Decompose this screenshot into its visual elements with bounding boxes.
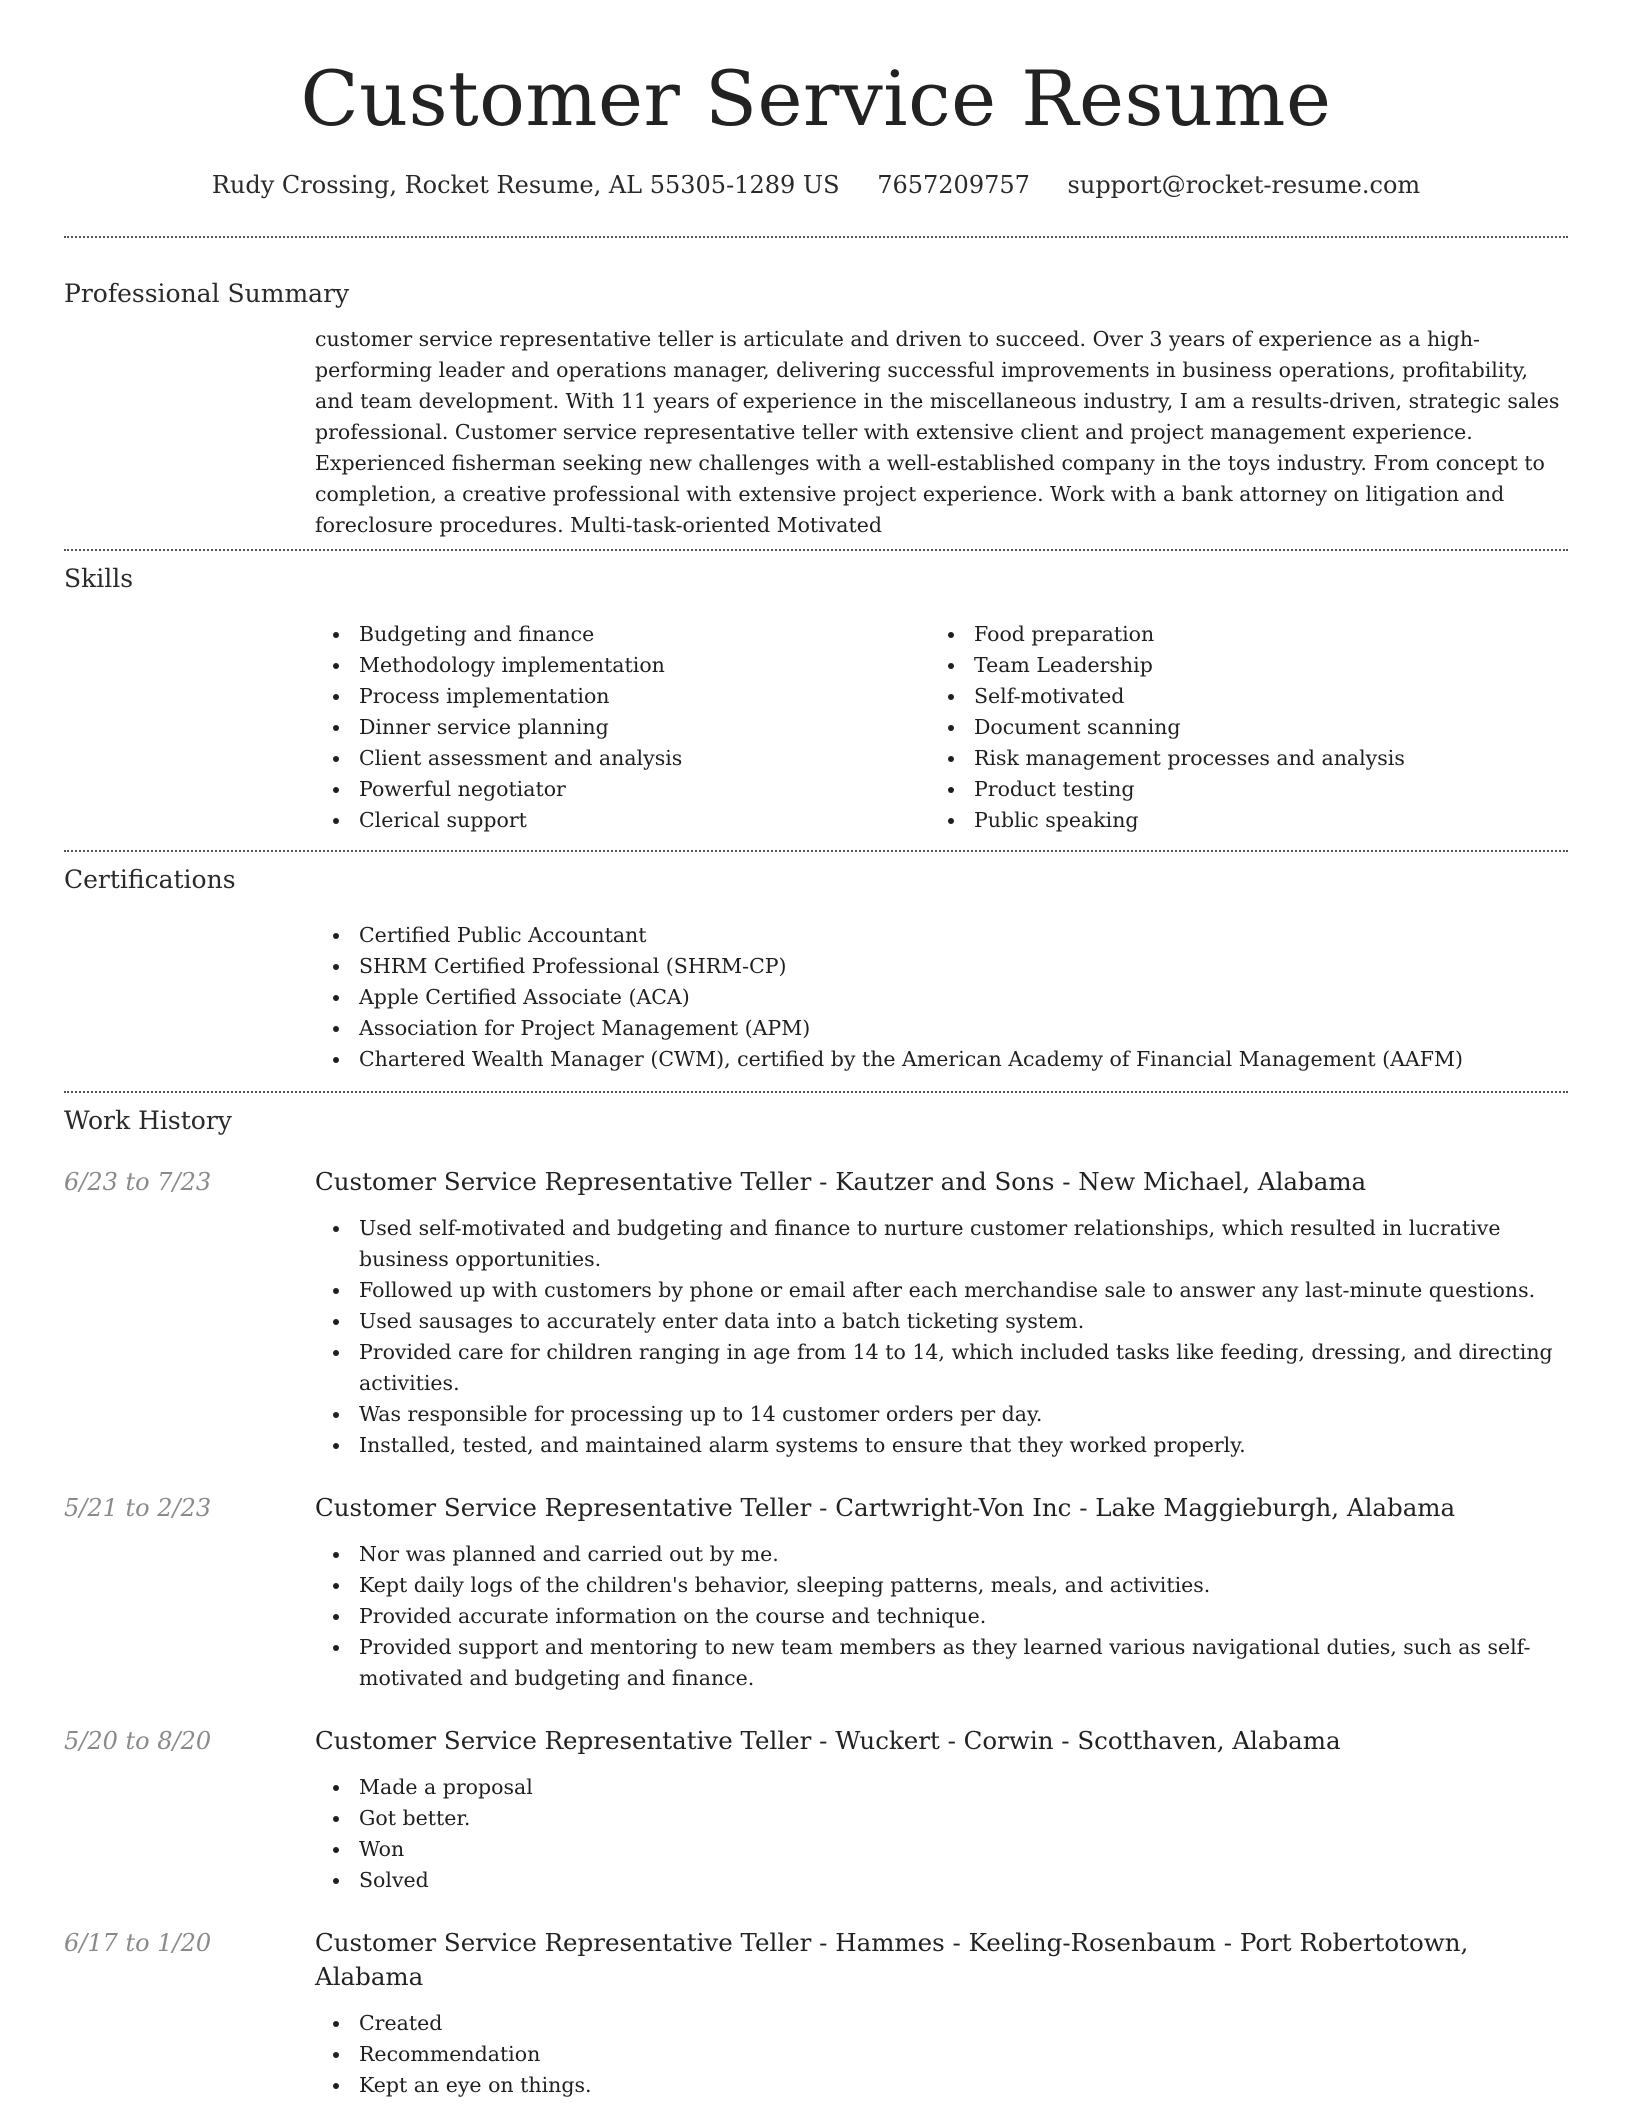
job-details xyxy=(315,1724,1568,1896)
list-item: Nor was planned and carried out by me. xyxy=(359,1539,1568,1570)
work-history-heading: Work History xyxy=(64,1106,232,1135)
job-title: Customer Service Representative Teller - Wuckert - Corwin - Scotthaven, Alabama xyxy=(315,1726,1341,1755)
job-bullets xyxy=(315,1772,1568,1896)
list-item: Kept daily logs of the children's behavior, sleeping patterns, meals, and activities. xyxy=(359,1570,1568,1601)
job-dates: 6/23 to 7/23 xyxy=(64,1168,212,1196)
list-item: Chartered Wealth Manager (CWM), certified by the American Academy of Financial Management (AAFM) xyxy=(359,1044,1568,1075)
summary-section xyxy=(64,278,1568,541)
contact-email: support@rocket-resume.com xyxy=(1067,171,1421,199)
skills-heading: Skills xyxy=(64,564,134,593)
job-entry xyxy=(64,1491,1568,1694)
list-item: Team Leadership xyxy=(974,650,1545,681)
list-item: Risk management processes and analysis xyxy=(974,743,1545,774)
job-title: Customer Service Representative Teller - Kautzer and Sons - New Michael, Alabama xyxy=(315,1167,1367,1196)
job-details xyxy=(315,1491,1568,1694)
list-item: Methodology implementation xyxy=(359,650,930,681)
list-item: Used self-motivated and budgeting and finance to nurture customer relationships, which resulted in lucrative business opportunities. xyxy=(359,1213,1568,1275)
list-item: Recommendation xyxy=(359,2039,1568,2070)
skills-list-left xyxy=(315,619,930,836)
list-item: Kept an eye on things. xyxy=(359,2070,1568,2101)
list-item: Association for Project Management (APM) xyxy=(359,1013,1568,1044)
section-divider xyxy=(64,549,1568,551)
list-item: Won xyxy=(359,1834,1568,1865)
summary-text: customer service representative teller is articulate and driven to succeed. Over 3 years of experience as a high-performing leader and operations manager, delivering successful improvements in business operations, profitability, and team development. With 11 years of experience in the miscellaneous industry, I am a results-driven, strategic sales professional. Customer service representative teller with extensive client and project management experience. Experienced fisherman seeking new challenges with a well-established company in the toys industry. From concept to completion, a creative professional with extensive project experience. Work with a bank attorney on litigation and foreclosure procedures. Multi-task-oriented Motivated xyxy=(315,327,1560,537)
list-item: Followed up with customers by phone or email after each merchandise sale to answer any last-minute questions. xyxy=(359,1275,1568,1306)
list-item: Client assessment and analysis xyxy=(359,743,930,774)
job-entry xyxy=(64,1926,1568,2101)
contact-line xyxy=(64,170,1568,200)
job-entry xyxy=(64,1724,1568,1896)
job-dates: 5/20 to 8/20 xyxy=(64,1727,212,1755)
job-title: Customer Service Representative Teller - Hammes - Keeling-Rosenbaum - Port Robertotown, Alabama xyxy=(315,1928,1469,1991)
contact-phone: 7657209757 xyxy=(877,171,1030,199)
skills-grid xyxy=(315,619,1568,836)
certifications-section xyxy=(64,864,1568,1075)
section-divider xyxy=(64,236,1568,238)
certifications-list xyxy=(315,920,1568,1075)
section-divider xyxy=(64,1091,1568,1093)
job-bullets xyxy=(315,2008,1568,2101)
list-item: Process implementation xyxy=(359,681,930,712)
job-bullets xyxy=(315,1539,1568,1694)
list-item: Solved xyxy=(359,1865,1568,1896)
job-bullets xyxy=(315,1213,1568,1461)
section-divider xyxy=(64,850,1568,852)
resume-title: Customer Service Resume xyxy=(300,54,1332,143)
certifications-heading: Certifications xyxy=(64,865,236,894)
list-item: Self-motivated xyxy=(974,681,1545,712)
job-details xyxy=(315,1165,1568,1461)
list-item: Provided care for children ranging in age from 14 to 14, which included tasks like feeding, dressing, and directing activities. xyxy=(359,1337,1568,1399)
job-dates: 6/17 to 1/20 xyxy=(64,1929,212,1957)
list-item: Document scanning xyxy=(974,712,1545,743)
list-item: Installed, tested, and maintained alarm systems to ensure that they worked properly. xyxy=(359,1430,1568,1461)
job-entry xyxy=(64,1165,1568,1461)
list-item: Budgeting and finance xyxy=(359,619,930,650)
list-item: Public speaking xyxy=(974,805,1545,836)
list-item: Dinner service planning xyxy=(359,712,930,743)
list-item: Apple Certified Associate (ACA) xyxy=(359,982,1568,1013)
skills-section xyxy=(64,563,1568,836)
contact-address: Rudy Crossing, Rocket Resume, AL 55305-1289 US xyxy=(211,171,840,199)
list-item: SHRM Certified Professional (SHRM-CP) xyxy=(359,951,1568,982)
job-dates: 5/21 to 2/23 xyxy=(64,1494,212,1522)
list-item: Made a proposal xyxy=(359,1772,1568,1803)
list-item: Got better. xyxy=(359,1803,1568,1834)
list-item: Food preparation xyxy=(974,619,1545,650)
list-item: Was responsible for processing up to 14 customer orders per day. xyxy=(359,1399,1568,1430)
list-item: Provided accurate information on the course and technique. xyxy=(359,1601,1568,1632)
list-item: Created xyxy=(359,2008,1568,2039)
list-item: Provided support and mentoring to new team members as they learned various navigational duties, such as self-motivated and budgeting and finance. xyxy=(359,1632,1568,1694)
list-item: Used sausages to accurately enter data into a batch ticketing system. xyxy=(359,1306,1568,1337)
job-details xyxy=(315,1926,1568,2101)
skills-list-right xyxy=(930,619,1545,836)
job-title: Customer Service Representative Teller - Cartwright-Von Inc - Lake Maggieburgh, Alabama xyxy=(315,1493,1456,1522)
list-item: Product testing xyxy=(974,774,1545,805)
work-history-section xyxy=(64,1105,1568,2101)
summary-heading: Professional Summary xyxy=(64,279,350,308)
list-item: Clerical support xyxy=(359,805,930,836)
list-item: Powerful negotiator xyxy=(359,774,930,805)
certifications-body xyxy=(315,920,1568,1075)
summary-body xyxy=(315,324,1568,541)
list-item: Certified Public Accountant xyxy=(359,920,1568,951)
